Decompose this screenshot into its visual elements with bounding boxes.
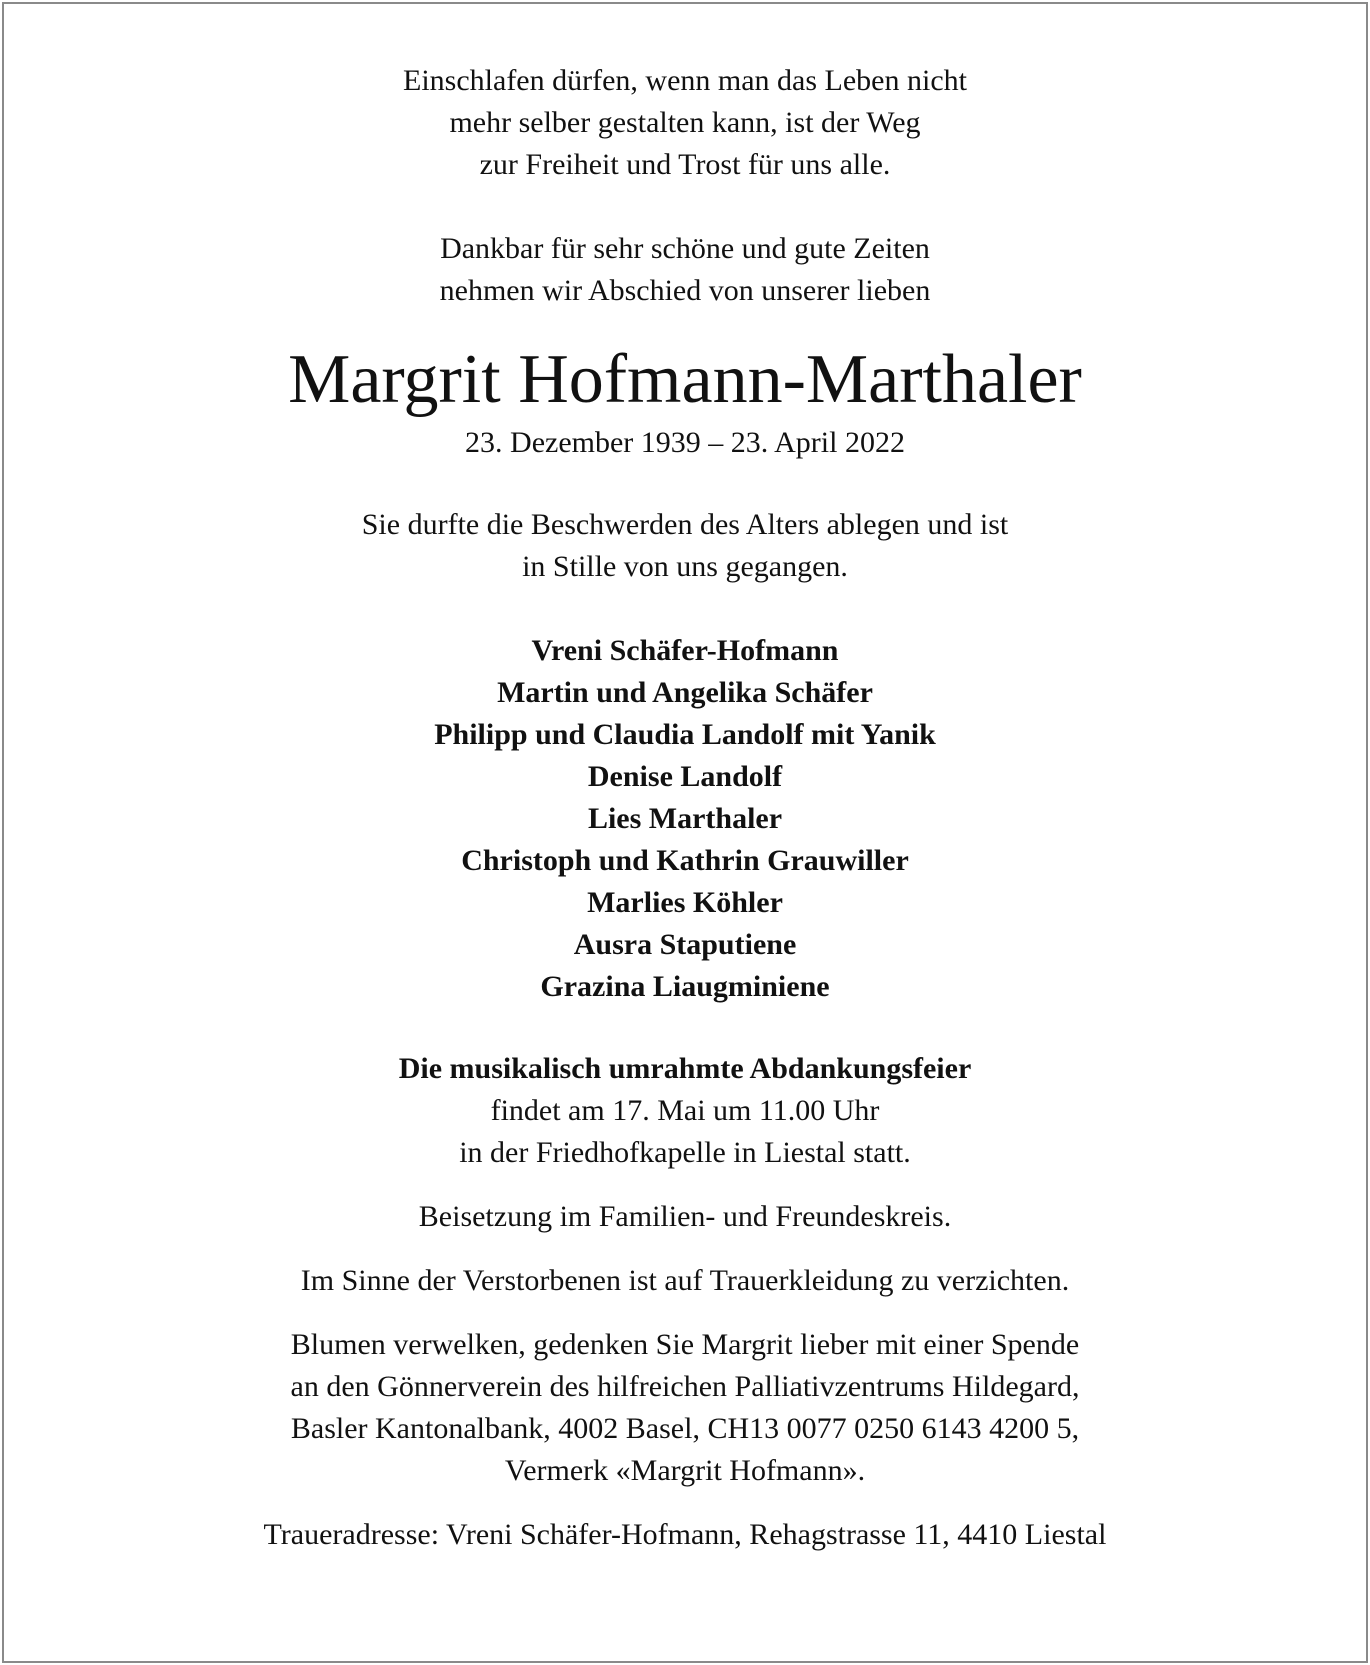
intro-text <box>4 228 1366 312</box>
spacer <box>4 1492 1366 1514</box>
mourner-name: Grazina Liaugminiene <box>540 970 830 1003</box>
obituary-content <box>4 60 1366 1556</box>
ceremony-info <box>4 1048 1366 1174</box>
donation-line: Vermerk «Margrit Hofmann». <box>504 1454 866 1487</box>
mourning-address: Traueradresse: Vreni Schäfer-Hofmann, Rehagstrasse 11, 4410 Liestal <box>263 1518 1107 1551</box>
passing-line: Sie durfte die Beschwerden des Alters ablegen und ist <box>361 508 1009 541</box>
obituary-frame <box>2 2 1368 1663</box>
ceremony-date: findet am 17. Mai um 11.00 Uhr <box>490 1094 880 1127</box>
donation-line: Basler Kantonalbank, 4002 Basel, CH13 0077 0250 6143 4200 5, <box>290 1412 1080 1445</box>
spacer <box>4 1174 1366 1196</box>
mourner-name: Marlies Köhler <box>587 886 783 919</box>
mourner-name: Vreni Schäfer-Hofmann <box>531 634 839 667</box>
motto-line: mehr selber gestalten kann, ist der Weg <box>449 106 921 139</box>
passing-text <box>4 504 1366 588</box>
burial-note: Beisetzung im Familien- und Freundeskreis. <box>418 1200 952 1233</box>
spacer <box>4 1238 1366 1260</box>
mourners-list <box>4 630 1366 1008</box>
spacer <box>4 1302 1366 1324</box>
life-dates: 23. Dezember 1939 – 23. April 2022 <box>465 426 905 459</box>
motto-verse <box>4 60 1366 186</box>
donation-info <box>4 1324 1366 1492</box>
mourner-name: Denise Landolf <box>587 760 783 793</box>
donation-line: Blumen verwelken, gedenken Sie Margrit lieber mit einer Spende <box>290 1328 1080 1361</box>
mourner-name: Christoph und Kathrin Grauwiller <box>461 844 909 877</box>
passing-line: in Stille von uns gegangen. <box>522 550 848 583</box>
intro-line: nehmen wir Abschied von unserer lieben <box>439 274 931 307</box>
ceremony-location: in der Friedhofkapelle in Liestal statt. <box>459 1136 911 1169</box>
mourner-name: Lies Marthaler <box>587 802 783 835</box>
intro-line: Dankbar für sehr schöne und gute Zeiten <box>440 232 930 265</box>
ceremony-heading: Die musikalisch umrahmte Abdankungsfeier <box>398 1052 972 1085</box>
mourner-name: Martin und Angelika Schäfer <box>497 676 873 709</box>
dress-code-note: Im Sinne der Verstorbenen ist auf Trauerkleidung zu verzichten. <box>300 1264 1070 1297</box>
donation-line: an den Gönnerverein des hilfreichen Palliativzentrums Hildegard, <box>290 1370 1080 1403</box>
motto-line: zur Freiheit und Trost für uns alle. <box>479 148 891 181</box>
motto-line: Einschlafen dürfen, wenn man das Leben nicht <box>403 64 967 97</box>
mourner-name: Philipp und Claudia Landolf mit Yanik <box>434 718 936 751</box>
mourner-name: Ausra Staputiene <box>573 928 797 961</box>
deceased-name: Margrit Hofmann-Marthaler <box>288 341 1082 418</box>
